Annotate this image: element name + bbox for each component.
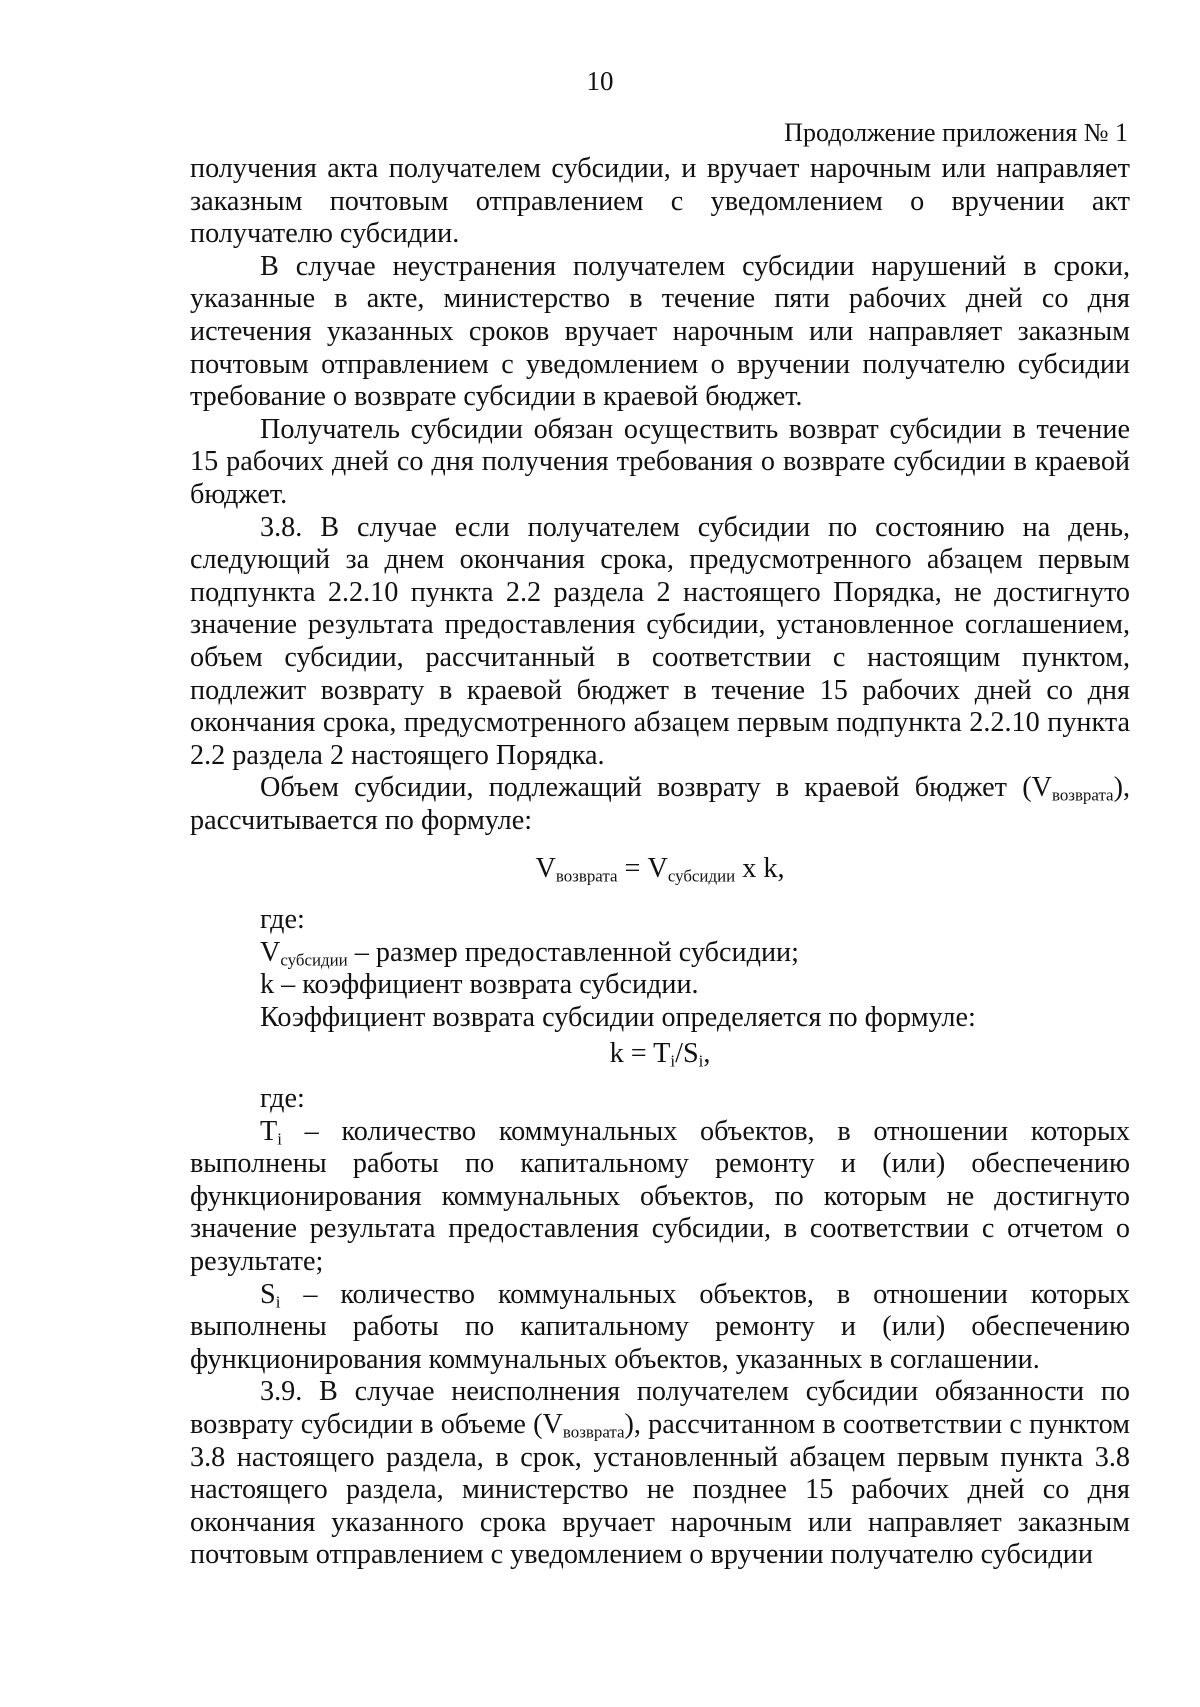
definition-t-text: – количество коммунальных объектов, в отношении которых выполнены работы по капитальному ремонту и (или) обеспечению функционирования коммунальных объектов, по которым не достигнуто значение результата предоставления субсидии, в соответствии с отчетом о результате; bbox=[190, 1115, 1130, 1277]
definition-s-text: – количество коммунальных объектов, в отношении которых выполнены работы по капитальному ремонту и (или) обеспечению функционирования коммунальных объектов, указанных в соглашении. bbox=[190, 1278, 1130, 1375]
formula-return-volume bbox=[190, 853, 1130, 886]
return-volume-intro-text: Объем субсидии, подлежащий возврату в краевой бюджет (V bbox=[260, 772, 1052, 804]
formula-k-tail: , bbox=[703, 1038, 711, 1070]
definition-t-symbol: T bbox=[260, 1115, 278, 1147]
coefficient-intro: Коэффициент возврата субсидии определяется по формуле: bbox=[260, 1001, 976, 1033]
formula-t-subscript: i bbox=[670, 1052, 676, 1072]
definition-s-subscript: i bbox=[275, 1292, 281, 1312]
formula-s-subscript: i bbox=[698, 1052, 704, 1072]
definition-v-text: – размер предоставленной субсидии; bbox=[347, 936, 799, 968]
return-volume-intro-tail: ), рассчитывается по формуле: bbox=[190, 772, 1130, 836]
appendix-continuation-label: Продолжение приложения № 1 bbox=[784, 118, 1128, 147]
paragraph-return-obligation: Получатель субсидии обязан осуществить возврат субсидии в течение 15 рабочих дней со дня получения требования о возврате субсидии в краевой бюджет. bbox=[190, 413, 1130, 510]
paragraph-return-volume-intro bbox=[190, 772, 1130, 837]
definition-t bbox=[190, 1116, 1130, 1279]
page-number: 10 bbox=[586, 66, 614, 96]
formula-rhs-subscript: субсидии bbox=[667, 867, 736, 887]
formula-rhs-tail: x k, bbox=[735, 853, 785, 885]
paragraph-act-delivery: получения акта получателем субсидии, и вручает нарочным или направляет заказным почтовым отправлением с уведомлением о вручении акт получателю субсидии. bbox=[190, 153, 1130, 250]
definition-s-symbol: S bbox=[260, 1278, 276, 1310]
definition-s bbox=[190, 1279, 1130, 1377]
paragraph-3-9-subscript: возврата bbox=[562, 1422, 625, 1442]
document-body bbox=[190, 153, 1130, 1572]
formula-k-mid: /S bbox=[675, 1038, 699, 1070]
formula-coefficient bbox=[190, 1038, 1130, 1071]
formula-lhs-symbol: V bbox=[535, 853, 556, 885]
return-volume-subscript: возврата bbox=[1051, 786, 1114, 806]
where-label-2: где: bbox=[260, 1083, 305, 1115]
definition-v-subscript: субсидии bbox=[280, 950, 348, 970]
paragraph-3-9-text: 3.9. В случае неисполнения получателем субсидии обязанности по возврату субсидии в объеме (V bbox=[190, 1376, 1130, 1440]
formula-lhs-subscript: возврата bbox=[555, 867, 618, 887]
paragraph-violation-return-demand: В случае неустранения получателем субсидии нарушений в сроки, указанные в акте, министерство в течение пяти рабочих дней со дня истечения указанных сроков вручает нарочным или направляет заказным почтовым отправлением с уведомлением о вручении получателю субсидии требование о возврате субсидии в краевой бюджет. bbox=[190, 250, 1130, 413]
definition-t-subscript: i bbox=[277, 1129, 282, 1149]
formula-rhs-symbol: V bbox=[647, 853, 668, 885]
where-label-1: где: bbox=[260, 904, 305, 936]
paragraph-3-9-tail: ), рассчитанном в соответствии с пунктом 3.8 настоящего раздела, в срок, установленный абзацем первым пункта 3.8 настоящего раздела, министерство не позднее 15 рабочих дней со дня окончания указанного срока вручает нарочным или направляет заказным почтовым отправлением с уведомлением о вручении получателю субсидии bbox=[190, 1408, 1130, 1571]
definition-k: k – коэффициент возврата субсидии. bbox=[260, 969, 699, 1001]
definition-subsidy-volume bbox=[260, 937, 1130, 970]
definition-v-symbol: V bbox=[260, 936, 281, 968]
formula-k-lhs: k = T bbox=[609, 1038, 671, 1070]
formula-equals: = bbox=[617, 853, 648, 885]
paragraph-3-9 bbox=[190, 1376, 1130, 1572]
paragraph-3-8: 3.8. В случае если получателем субсидии по состоянию на день, следующий за днем окончания срока, предусмотренного абзацем первым подпункта 2.2.10 пункта 2.2 раздела 2 настоящего Порядка, не достигнуто значение результата предоставления субсидии, установленное соглашением, объем субсидии, рассчитанный в соответствии с настоящим пунктом, подлежит возврату в краевой бюджет в течение 15 рабочих дней со дня окончания срока, предусмотренного абзацем первым подпункта 2.2.10 пункта 2.2 раздела 2 настоящего Порядка. bbox=[190, 511, 1130, 771]
